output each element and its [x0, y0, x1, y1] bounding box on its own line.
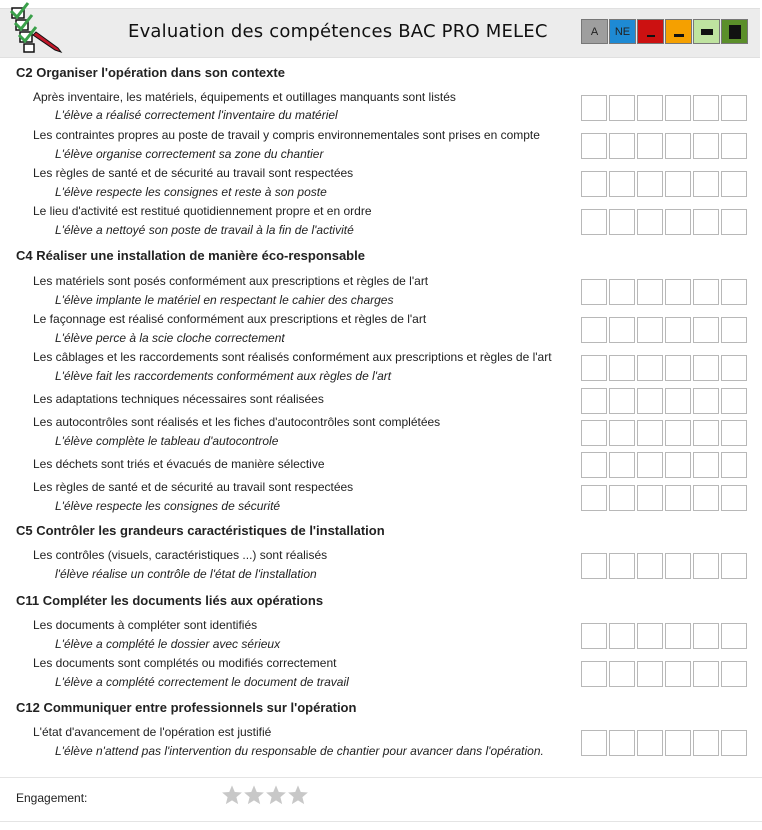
criterion-text: Les règles de santé et de sécurité au travail sont respectées: [33, 480, 354, 494]
criterion-indicator: L'élève organise correctement sa zone du chantier: [55, 147, 324, 161]
grade-checkbox[interactable]: [609, 355, 635, 381]
legend-level-2: [637, 19, 664, 44]
criterion-indicator: L'élève a nettoyé son poste de travail à la fin de l'activité: [55, 223, 354, 237]
grade-checkbox[interactable]: [693, 317, 719, 343]
engagement-label: Engagement:: [16, 791, 88, 805]
grade-checkbox[interactable]: [665, 133, 691, 159]
grade-checkbox[interactable]: [665, 452, 691, 478]
criterion-indicator: L'élève respecte les consignes de sécurité: [55, 499, 281, 513]
legend-level-4: [693, 19, 720, 44]
grade-checkbox[interactable]: [665, 171, 691, 197]
grade-checkbox[interactable]: [693, 388, 719, 414]
header: [0, 0, 762, 62]
legend-level-3: [665, 19, 692, 44]
grade-checkbox[interactable]: [637, 623, 663, 649]
grade-selector: [581, 452, 747, 478]
star-icon[interactable]: [287, 784, 309, 806]
grade-checkbox[interactable]: [581, 661, 607, 687]
grade-checkbox[interactable]: [693, 485, 719, 511]
grade-checkbox[interactable]: [637, 95, 663, 121]
grade-checkbox[interactable]: [665, 388, 691, 414]
page-title: Evaluation des compétences BAC PRO MELEC: [128, 21, 548, 42]
criterion-indicator: L'élève a complété le dossier avec sérieux: [55, 637, 281, 651]
grade-checkbox[interactable]: [609, 485, 635, 511]
grade-checkbox[interactable]: [665, 279, 691, 305]
section-title: C11 Compléter les documents liés aux opérations: [16, 593, 324, 608]
star-icon[interactable]: [221, 784, 243, 806]
criterion-indicator: L'élève implante le matériel en respectant le cahier des charges: [55, 293, 394, 307]
grade-checkbox[interactable]: [665, 317, 691, 343]
grade-checkbox[interactable]: [637, 209, 663, 235]
grade-checkbox[interactable]: [609, 420, 635, 446]
grade-checkbox[interactable]: [581, 420, 607, 446]
grade-checkbox[interactable]: [581, 279, 607, 305]
criterion-indicator: L'élève respecte les consignes et reste à son poste: [55, 185, 327, 199]
grade-checkbox[interactable]: [637, 133, 663, 159]
criterion-text: Les déchets sont triés et évacués de manière sélective: [33, 457, 325, 471]
grade-checkbox[interactable]: [721, 95, 747, 121]
grade-checkbox[interactable]: [637, 553, 663, 579]
grade-checkbox[interactable]: [693, 171, 719, 197]
grade-checkbox[interactable]: [581, 171, 607, 197]
criterion-text: Les câblages et les raccordements sont réalisés conformément aux prescriptions et règles de l'art: [33, 350, 552, 364]
grade-checkbox[interactable]: [581, 485, 607, 511]
star-icon[interactable]: [265, 784, 287, 806]
divider: [0, 777, 762, 778]
criterion-indicator: L'élève perce à la scie cloche correctement: [55, 331, 285, 345]
grade-checkbox[interactable]: [609, 730, 635, 756]
grade-selector: [581, 355, 747, 381]
grade-checkbox[interactable]: [721, 279, 747, 305]
grade-legend: [581, 19, 748, 44]
grade-checkbox[interactable]: [721, 661, 747, 687]
grade-checkbox[interactable]: [693, 420, 719, 446]
criterion-indicator: l'élève réalise un contrôle de l'état de l'installation: [55, 567, 317, 581]
grade-selector: [581, 623, 747, 649]
grade-checkbox[interactable]: [693, 209, 719, 235]
grade-checkbox[interactable]: [637, 388, 663, 414]
grade-checkbox[interactable]: [665, 553, 691, 579]
section-title: C2 Organiser l'opération dans son contexte: [16, 65, 285, 80]
grade-checkbox[interactable]: [637, 171, 663, 197]
checklist-pencil-icon: [6, 2, 64, 54]
grade-checkbox[interactable]: [581, 452, 607, 478]
grade-checkbox[interactable]: [581, 553, 607, 579]
grade-checkbox[interactable]: [637, 420, 663, 446]
criterion-indicator: L'élève n'attend pas l'intervention du responsable de chantier pour avancer dans l'opération.: [55, 744, 544, 758]
grade-checkbox[interactable]: [693, 452, 719, 478]
grade-checkbox[interactable]: [609, 279, 635, 305]
grade-checkbox[interactable]: [637, 452, 663, 478]
grade-checkbox[interactable]: [665, 209, 691, 235]
grade-checkbox[interactable]: [637, 730, 663, 756]
legend-mark: [729, 25, 741, 39]
grade-checkbox[interactable]: [609, 209, 635, 235]
grade-checkbox[interactable]: [721, 171, 747, 197]
legend-mark: [701, 29, 713, 35]
grade-checkbox[interactable]: [637, 317, 663, 343]
grade-checkbox[interactable]: [609, 95, 635, 121]
grade-checkbox[interactable]: [581, 133, 607, 159]
divider: [0, 821, 762, 822]
grade-checkbox[interactable]: [609, 133, 635, 159]
criterion-text: Les règles de santé et de sécurité au travail sont respectées: [33, 166, 354, 180]
criterion-indicator: L'élève fait les raccordements conformément aux règles de l'art: [55, 369, 392, 383]
grade-checkbox[interactable]: [665, 623, 691, 649]
criterion-indicator: L'élève a réalisé correctement l'inventaire du matériel: [55, 108, 338, 122]
criterion-text: Les adaptations techniques nécessaires sont réalisées: [33, 392, 324, 406]
engagement-rating[interactable]: [221, 784, 309, 806]
grade-checkbox[interactable]: [721, 317, 747, 343]
criterion-text: Les contrôles (visuels, caractéristiques ...) sont réalisés: [33, 548, 328, 562]
grade-checkbox[interactable]: [693, 623, 719, 649]
grade-selector: [581, 209, 747, 235]
grade-selector: [581, 95, 747, 121]
grade-checkbox[interactable]: [693, 133, 719, 159]
grade-checkbox[interactable]: [609, 623, 635, 649]
grade-checkbox[interactable]: [609, 553, 635, 579]
grade-checkbox[interactable]: [665, 95, 691, 121]
grade-selector: [581, 388, 747, 414]
grade-checkbox[interactable]: [609, 388, 635, 414]
criterion-text: Après inventaire, les matériels, équipements et outillages manquants sont listés: [33, 90, 456, 104]
grade-checkbox[interactable]: [581, 730, 607, 756]
grade-checkbox[interactable]: [693, 355, 719, 381]
grade-checkbox[interactable]: [693, 730, 719, 756]
grade-checkbox[interactable]: [693, 553, 719, 579]
grade-checkbox[interactable]: [665, 661, 691, 687]
grade-checkbox[interactable]: [721, 355, 747, 381]
legend-mark: [647, 35, 655, 37]
grade-selector: [581, 420, 747, 446]
grade-checkbox[interactable]: [609, 661, 635, 687]
legend-level-0: A: [581, 19, 608, 44]
criterion-text: Les matériels sont posés conformément aux prescriptions et règles de l'art: [33, 274, 429, 288]
criterion-text: L'état d'avancement de l'opération est justifié: [33, 725, 272, 739]
grade-checkbox[interactable]: [609, 452, 635, 478]
grade-checkbox[interactable]: [637, 485, 663, 511]
grade-checkbox[interactable]: [609, 317, 635, 343]
grade-checkbox[interactable]: [693, 279, 719, 305]
section-title: C4 Réaliser une installation de manière éco-responsable: [16, 248, 365, 263]
grade-checkbox[interactable]: [721, 209, 747, 235]
grade-selector: [581, 553, 747, 579]
criterion-text: Les documents sont complétés ou modifiés correctement: [33, 656, 337, 670]
legend-level-5: [721, 19, 748, 44]
grade-checkbox[interactable]: [581, 317, 607, 343]
criterion-text: Les contraintes propres au poste de travail y compris environnementales sont prises en compte: [33, 128, 540, 142]
grade-checkbox[interactable]: [581, 623, 607, 649]
grade-checkbox[interactable]: [721, 388, 747, 414]
grade-checkbox[interactable]: [637, 661, 663, 687]
grade-selector: [581, 279, 747, 305]
grade-selector: [581, 317, 747, 343]
criterion-indicator: L'élève a complété correctement le document de travail: [55, 675, 349, 689]
grade-checkbox[interactable]: [721, 553, 747, 579]
grade-selector: [581, 730, 747, 756]
grade-checkbox[interactable]: [693, 95, 719, 121]
star-icon[interactable]: [243, 784, 265, 806]
grade-checkbox[interactable]: [721, 133, 747, 159]
grade-checkbox[interactable]: [721, 452, 747, 478]
grade-checkbox[interactable]: [581, 388, 607, 414]
grade-selector: [581, 133, 747, 159]
grade-checkbox[interactable]: [665, 485, 691, 511]
grade-checkbox[interactable]: [665, 420, 691, 446]
grade-checkbox[interactable]: [721, 485, 747, 511]
criterion-text: Les documents à compléter sont identifiés: [33, 618, 258, 632]
grade-checkbox[interactable]: [665, 355, 691, 381]
grade-selector: [581, 661, 747, 687]
grade-checkbox[interactable]: [665, 730, 691, 756]
grade-checkbox[interactable]: [721, 623, 747, 649]
criterion-text: Le façonnage est réalisé conformément aux prescriptions et règles de l'art: [33, 312, 427, 326]
grade-checkbox[interactable]: [721, 420, 747, 446]
grade-checkbox[interactable]: [581, 209, 607, 235]
grade-selector: [581, 485, 747, 511]
grade-checkbox[interactable]: [581, 95, 607, 121]
criterion-indicator: L'élève complète le tableau d'autocontrole: [55, 434, 279, 448]
section-title: C12 Communiquer entre professionnels sur l'opération: [16, 700, 357, 715]
grade-checkbox[interactable]: [609, 171, 635, 197]
legend-level-1: NE: [609, 19, 636, 44]
section-title: C5 Contrôler les grandeurs caractéristiques de l'installation: [16, 523, 385, 538]
grade-checkbox[interactable]: [637, 279, 663, 305]
criterion-text: Les autocontrôles sont réalisés et les fiches d'autocontrôles sont complétées: [33, 415, 441, 429]
grade-checkbox[interactable]: [581, 355, 607, 381]
grade-checkbox[interactable]: [721, 730, 747, 756]
legend-mark: [674, 34, 684, 37]
grade-checkbox[interactable]: [693, 661, 719, 687]
grade-checkbox[interactable]: [637, 355, 663, 381]
grade-selector: [581, 171, 747, 197]
criterion-text: Le lieu d'activité est restitué quotidiennement propre et en ordre: [33, 204, 372, 218]
